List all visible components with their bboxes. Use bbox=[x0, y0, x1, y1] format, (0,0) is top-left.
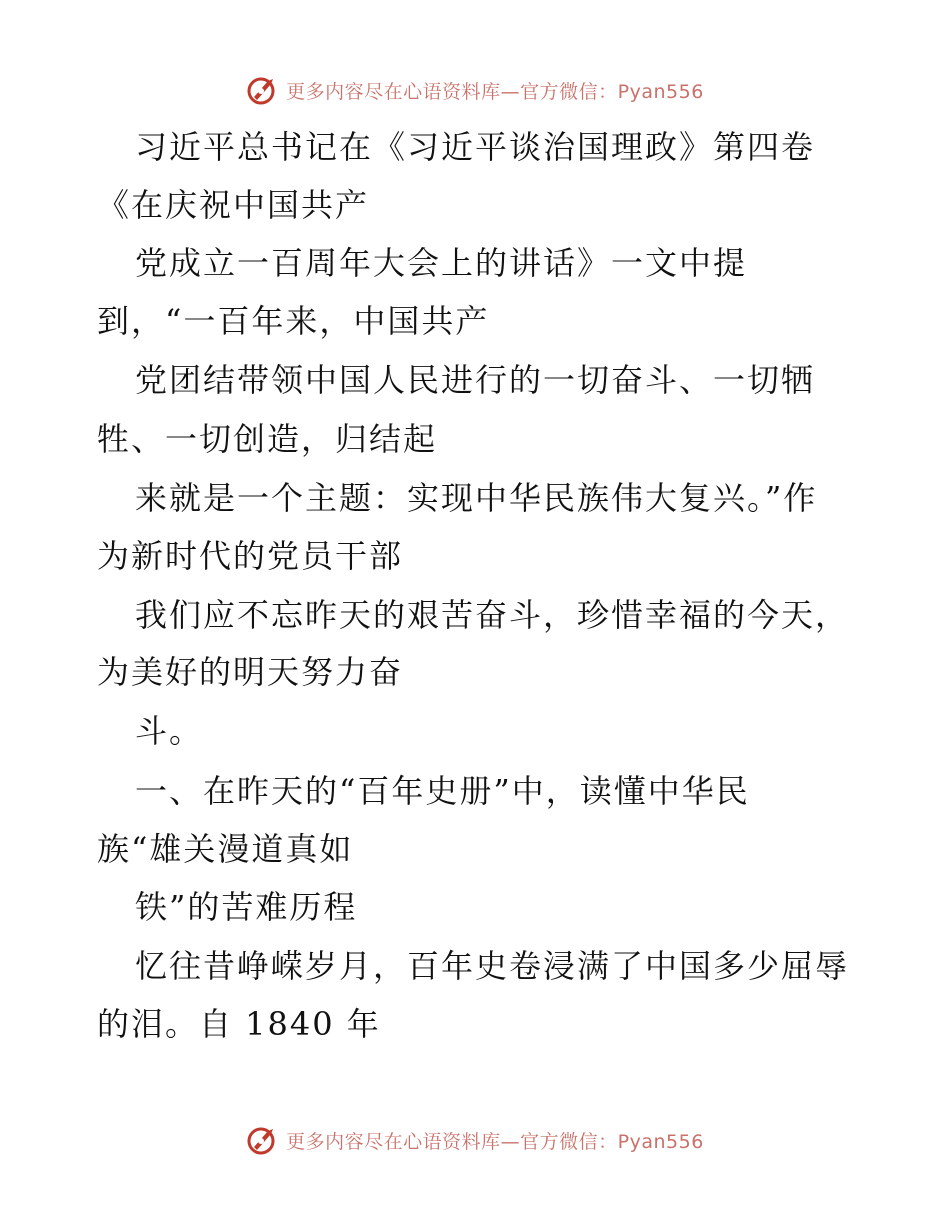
text-line: 为美好的明天努力奋 bbox=[97, 653, 404, 691]
text-line: 到，“一百年来，中国共产 bbox=[97, 302, 490, 340]
text-line: 《在庆祝中国共产 bbox=[97, 186, 370, 224]
section-heading: 铁”的苦难历程 bbox=[135, 888, 358, 926]
header-watermark bbox=[0, 70, 950, 110]
text-line: 为新时代的党员干部 bbox=[97, 537, 404, 575]
text-line: 的泪。自 1840 年 bbox=[97, 1005, 381, 1043]
text-line: 党团结带领中国人民进行的一切奋斗、一切牺 bbox=[135, 361, 816, 399]
text-line: 斗。 bbox=[135, 712, 204, 750]
watermark-text: 更多内容尽在心语资料库—官方微信：Pyan556 bbox=[286, 80, 704, 103]
section-heading: 族“雄关漫道真如 bbox=[97, 830, 354, 868]
footer-watermark bbox=[0, 1120, 950, 1160]
pen-circle-logo-icon bbox=[246, 73, 280, 107]
text-line: 党成立一百周年大会上的讲话》一文中提 bbox=[135, 244, 748, 282]
text-line: 忆往昔峥嵘岁月，百年史卷浸满了中国多少屈辱 bbox=[135, 947, 850, 985]
text-line: 来就是一个主题：实现中华民族伟大复兴。”作 bbox=[135, 479, 818, 517]
watermark-text: 更多内容尽在心语资料库—官方微信：Pyan556 bbox=[286, 1130, 704, 1153]
section-heading: 一、在昨天的“百年史册”中，读懂中华民 bbox=[135, 772, 750, 810]
text-line: 我们应不忘昨天的艰苦奋斗，珍惜幸福的今天， bbox=[135, 596, 850, 634]
text-line: 牲、一切创造，归结起 bbox=[97, 420, 438, 458]
pen-circle-logo-icon bbox=[246, 1123, 280, 1157]
text-line: 习近平总书记在《习近平谈治国理政》第四卷 bbox=[135, 128, 816, 166]
